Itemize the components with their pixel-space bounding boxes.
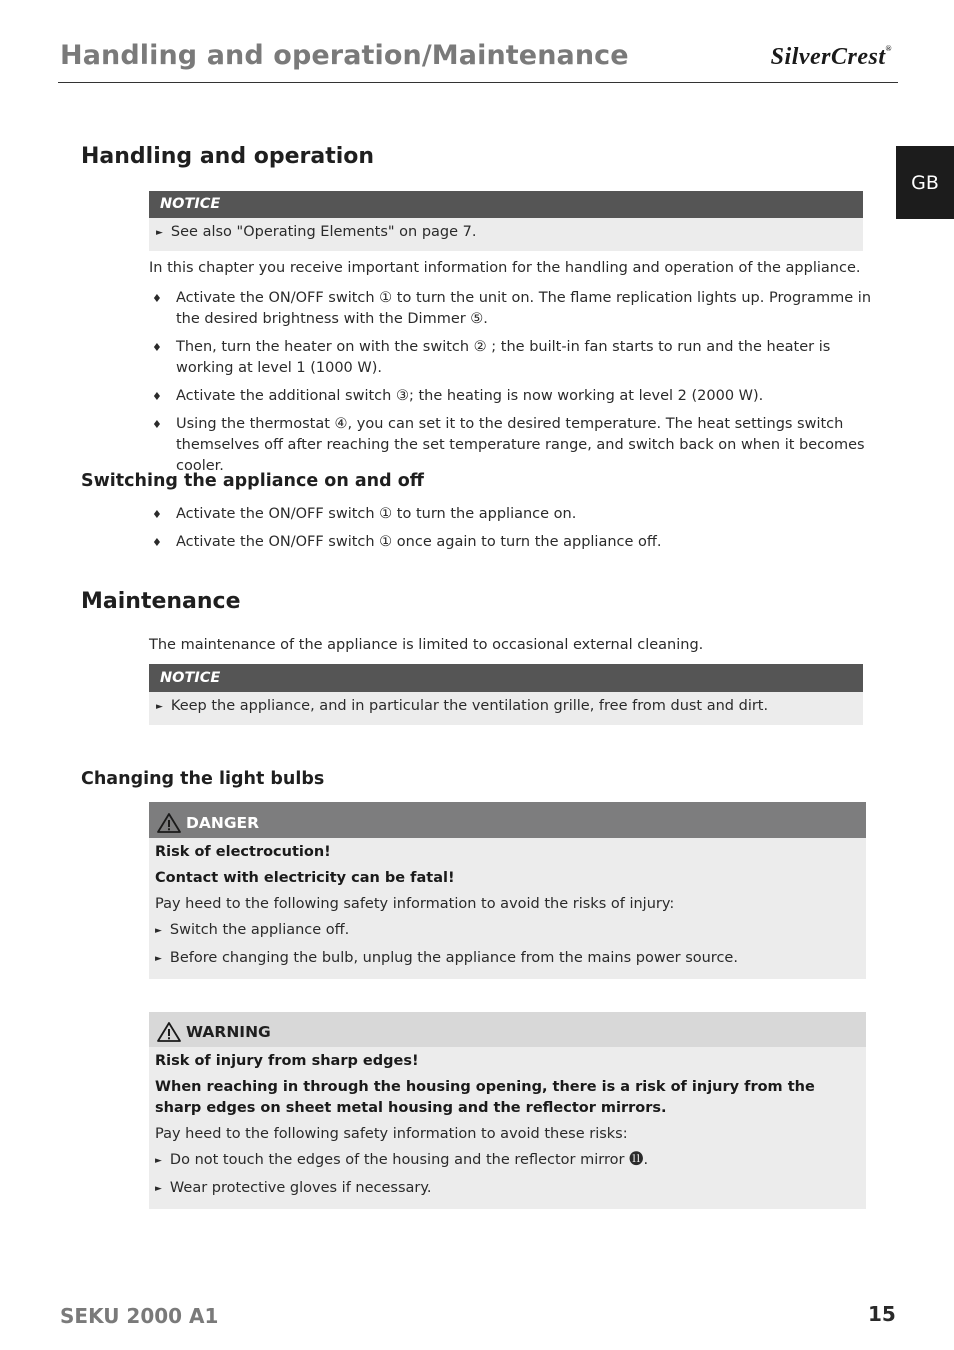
- list-item: [152, 386, 877, 407]
- warning-item-text: Wear protective gloves if necessary.: [169, 1180, 432, 1196]
- brand-name: SilverCrest: [770, 44, 886, 70]
- list-item-text: Then, turn the heater on with the switch ② ; the built-in fan starts to run and the heater is working at level 1 (1000 W).: [176, 339, 831, 376]
- arrow-bullet-icon: ►: [156, 228, 163, 238]
- list-item: [152, 288, 877, 330]
- list-item-text: Using the thermostat ④, you can set it to the desired temperature. The heat settings switch themselves off after reaching the set temperature range, and switch back on when it becomes cooler.: [176, 416, 865, 474]
- notice-label: NOTICE: [149, 191, 863, 218]
- diamond-bullet-icon: ♦: [152, 536, 162, 549]
- notice-item: [149, 218, 863, 251]
- danger-item: [155, 948, 859, 971]
- warning-item-text: Do not touch the edges of the housing and the reflector mirror ⓫.: [169, 1152, 649, 1168]
- list-item: [152, 414, 877, 477]
- arrow-bullet-icon: ►: [155, 1156, 162, 1166]
- brand-registered-mark: ®: [885, 44, 892, 53]
- list-item: [152, 337, 877, 379]
- danger-title: Risk of electrocution!: [155, 844, 331, 860]
- warning-subtitle: When reaching in through the housing opening, there is a risk of injury from the sharp edges on sheet metal housing and the reflector mirrors.: [155, 1079, 815, 1116]
- list-item: [152, 504, 877, 525]
- warning-box: [149, 1012, 866, 1209]
- list-item-text: Activate the ON/OFF switch ① to turn the unit on. The flame replication lights up. Programme in the desired brightness with the Dimmer ⑤.: [176, 290, 872, 327]
- notice-item: [149, 692, 863, 725]
- danger-item: [155, 920, 859, 943]
- danger-box: [149, 802, 866, 979]
- page-number: 15: [868, 1302, 896, 1326]
- arrow-bullet-icon: ►: [155, 954, 162, 964]
- danger-item-text: Switch the appliance off.: [169, 922, 350, 938]
- notice-item-text: Keep the appliance, and in particular the ventilation grille, free from dust and dirt.: [170, 698, 769, 714]
- section-heading-light-bulbs: Changing the light bulbs: [81, 769, 325, 789]
- warning-text: Pay heed to the following safety information to avoid these risks:: [155, 1126, 628, 1142]
- warning-triangle-icon: [156, 812, 182, 834]
- danger-item-text: Before changing the bulb, unplug the appliance from the mains power source.: [169, 950, 738, 966]
- danger-body: [149, 838, 866, 979]
- diamond-bullet-icon: ♦: [152, 341, 162, 354]
- language-tab: GB: [896, 146, 954, 219]
- warning-title: Risk of injury from sharp edges!: [155, 1053, 419, 1069]
- notice-label: NOTICE: [149, 664, 863, 692]
- section-heading-switching: Switching the appliance on and off: [81, 471, 424, 491]
- list-item: [152, 532, 877, 553]
- diamond-bullet-icon: ♦: [152, 390, 162, 403]
- section-heading-handling: Handling and operation: [81, 144, 375, 169]
- arrow-bullet-icon: ►: [155, 926, 162, 936]
- notice-item-text: See also "Operating Elements" on page 7.: [170, 224, 477, 240]
- diamond-bullet-icon: ♦: [152, 292, 162, 305]
- warning-header: [149, 1012, 866, 1047]
- notice-box-operating: [149, 191, 863, 251]
- warning-item: [155, 1150, 859, 1173]
- page-header-title: Handling and operation/Maintenance: [60, 40, 629, 71]
- section-heading-maintenance: Maintenance: [81, 589, 241, 614]
- brand-logo: [771, 44, 892, 71]
- footer-model: SEKU 2000 A1: [60, 1304, 219, 1328]
- danger-subtitle: Contact with electricity can be fatal!: [155, 870, 455, 886]
- list-item-text: Activate the ON/OFF switch ① once again to turn the appliance off.: [176, 534, 662, 550]
- danger-label: DANGER: [186, 814, 260, 832]
- arrow-bullet-icon: ►: [155, 1184, 162, 1194]
- diamond-bullet-icon: ♦: [152, 508, 162, 521]
- section-intro: The maintenance of the appliance is limited to occasional external cleaning.: [149, 637, 704, 653]
- danger-header: [149, 802, 866, 838]
- warning-body: [149, 1047, 866, 1209]
- arrow-bullet-icon: ►: [156, 702, 163, 712]
- danger-text: Pay heed to the following safety information to avoid the risks of injury:: [155, 896, 675, 912]
- list-item-text: Activate the additional switch ③; the heating is now working at level 2 (2000 W).: [176, 388, 764, 404]
- header-rule: [58, 82, 898, 83]
- diamond-bullet-icon: ♦: [152, 418, 162, 431]
- section-intro: In this chapter you receive important information for the handling and operation of the appliance.: [149, 260, 861, 276]
- notice-box-maintenance: [149, 664, 863, 725]
- warning-item: [155, 1178, 859, 1201]
- warning-label: WARNING: [186, 1023, 271, 1041]
- list-item-text: Activate the ON/OFF switch ① to turn the appliance on.: [176, 506, 577, 522]
- warning-triangle-icon: [156, 1021, 182, 1043]
